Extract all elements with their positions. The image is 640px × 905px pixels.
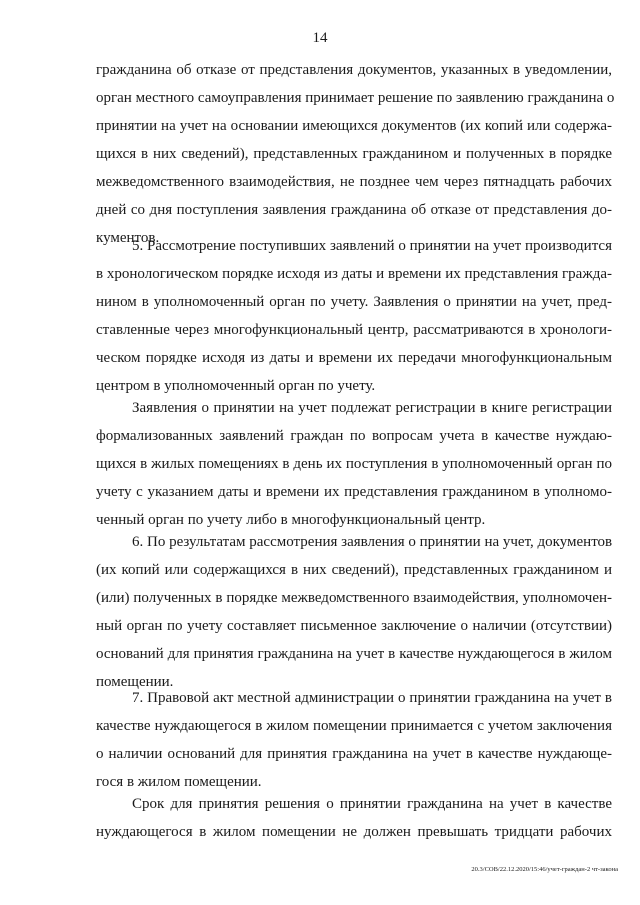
- text-line: Заявления о принятии на учет подлежат регистрации в книге регистрации: [132, 400, 612, 416]
- paragraph-item-5: [96, 232, 612, 400]
- text-line: оснований для принятия гражданина на учет в качестве нуждающегося в жилом: [96, 646, 612, 662]
- text-line: орган местного самоуправления принимает решение по заявлению гражданина о: [96, 90, 615, 106]
- text-line: (или) полученных в порядке межведомственного взаимодействия, уполномочен-: [96, 590, 612, 606]
- paragraph-continuation: [96, 56, 615, 252]
- text-line: 7. Правовой акт местной администрации о принятии гражданина на учет в: [132, 690, 612, 706]
- text-line: (их копий или содержащихся в них сведений), представленных гражданином и: [96, 562, 612, 578]
- text-line: гражданина об отказе от представления документов, указанных в уведомлении,: [96, 62, 612, 78]
- text-line: дней со дня поступления заявления гражданина об отказе от представления до-: [96, 202, 612, 218]
- text-line: принятии на учет на основании имеющихся документов (их копий или содержа-: [96, 118, 612, 134]
- text-line: центром в уполномоченный орган по учету.: [96, 378, 376, 394]
- page-number: 14: [312, 30, 328, 46]
- text-line: щихся в них сведений), представленных гражданином и полученных в порядке: [96, 146, 612, 162]
- text-line: качестве нуждающегося в жилом помещении принимается с учетом заключения: [96, 718, 612, 734]
- document-footer-reference: 20.3/СОВ/22.12.2020/15:46/учет-граждан-2 чт-закона: [471, 866, 618, 873]
- text-line: межведомственного взаимодействия, не позднее чем через пятнадцать рабочих: [96, 174, 612, 190]
- text-line: Срок для принятия решения о принятии гражданина на учет в качестве: [132, 796, 612, 812]
- text-line: ставленные через многофункциональный центр, рассматриваются в хронологи-: [96, 322, 612, 338]
- paragraph-item-7: [96, 684, 612, 796]
- text-line: ченный орган по учету либо в многофункциональный центр.: [96, 512, 486, 528]
- paragraph-deadline: [96, 790, 612, 846]
- text-line: помещении.: [96, 674, 174, 690]
- text-line: щихся в жилых помещениях в день их поступления в уполномоченный орган по: [96, 456, 612, 472]
- text-line: в хронологическом порядке исходя из даты и времени их представления гражда-: [96, 266, 612, 282]
- text-line: гося в жилом помещении.: [96, 774, 262, 790]
- text-line: ный орган по учету составляет письменное заключение о наличии (отсутствии): [96, 618, 612, 634]
- paragraph-item-6: [96, 528, 612, 696]
- text-line: нином в уполномоченный орган по учету. Заявления о принятии на учет, пред-: [96, 294, 612, 310]
- text-line: формализованных заявлений граждан по вопросам учета в качестве нуждаю-: [96, 428, 612, 444]
- text-line: ческом порядке исходя из даты и времени их передачи многофункциональным: [96, 350, 612, 366]
- text-line: учету с указанием даты и времени их представления гражданином в уполномо-: [96, 484, 612, 500]
- paragraph-registration: [96, 394, 612, 534]
- text-line: о наличии оснований для принятия гражданина на учет в качестве нуждающе-: [96, 746, 612, 762]
- text-line: нуждающегося в жилом помещении не должен превышать тридцати рабочих: [96, 824, 612, 840]
- text-line: 5. Рассмотрение поступивших заявлений о принятии на учет производится: [132, 238, 612, 254]
- text-line: кументов.: [96, 230, 160, 246]
- text-line: 6. По результатам рассмотрения заявления о принятии на учет, документов: [132, 534, 613, 550]
